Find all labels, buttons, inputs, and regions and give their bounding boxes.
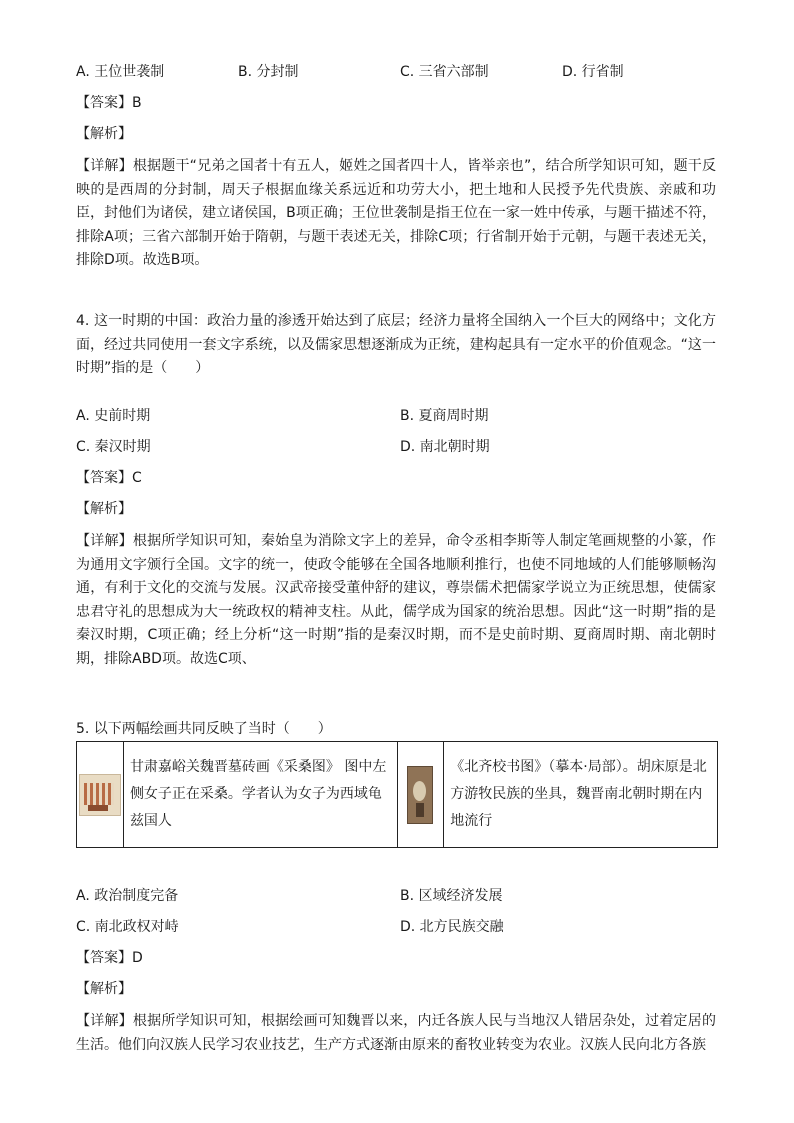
q3-detail: 【详解】根据题干“兄弟之国者十有五人，姬姓之国者四十人，皆举亲也”，结合所学知识可知，题干反映的是西周的分封制，周天子根据血缘关系远近和功劳大小，把土地和人民授予先代贵族、亲戚和功臣，封他们为诸侯，建立诸侯国，B项正确；王位世袭制是指王位在一家一姓中传承，与题干描述不符，排除A项；三省六部制开始于隋朝，与题干表述无关，排除C项；行省制开始于元朝，与题干表述无关，排除D项。故选B项。 bbox=[76, 158, 716, 268]
q5-option-a: A. 政治制度完备 bbox=[76, 888, 179, 904]
q5-analysis-label: 【解析】 bbox=[76, 981, 132, 997]
q5-option-c: C. 南北政权对峙 bbox=[76, 919, 179, 935]
q5-detail: 【详解】根据所学知识可知，根据绘画可知魏晋以来，内迁各族人民与当地汉人错居杂处，过着定居的生活。他们向汉族人民学习农业技艺，生产方式逐渐由原来的畜牧业转变为农业。汉族人民向北方各族 bbox=[76, 1013, 716, 1053]
q3-option-d: D. 行省制 bbox=[562, 64, 624, 80]
beiqi-jiaoshu-painting-image bbox=[407, 766, 433, 824]
q5-option-b: B. 区域经济发展 bbox=[400, 888, 503, 904]
q4-option-a: A. 史前时期 bbox=[76, 408, 151, 424]
q3-option-c: C. 三省六部制 bbox=[400, 64, 489, 80]
q5-left-caption: 甘肃嘉峪关魏晋墓砖画《采桑图》 图中左侧女子正在采桑。学者认为女子为西域龟兹国人 bbox=[123, 742, 397, 848]
q4-option-d: D. 南北朝时期 bbox=[400, 439, 490, 455]
q4-stem: 4. 这一时期的中国：政治力量的渗透开始达到了底层；经济力量将全国纳入一个巨大的网络中；文化方面，经过共同使用一套文字系统，以及儒家思想逐渐成为正统，建构起具有一定水平的价值观念。“这一时期”指的是（ ） bbox=[76, 313, 716, 376]
q3-option-b: B. 分封制 bbox=[238, 64, 299, 80]
q3-option-a: A. 王位世袭制 bbox=[76, 64, 165, 80]
q4-analysis-label: 【解析】 bbox=[76, 501, 132, 517]
q5-answer: 【答案】D bbox=[76, 950, 143, 966]
q4-detail: 【详解】根据所学知识可知，秦始皇为消除文字上的差异，命令丞相李斯等人制定笔画规整的小篆，作为通用文字颁行全国。文字的统一，使政令能够在全国各地顺利推行，也使不同地域的人们能够顺畅沟通，有利于文化的交流与发展。汉武帝接受董仲舒的建议，尊崇儒术把儒家学说立为正统思想，使儒家忠君守礼的思想成为大一统政权的精神支柱。从此，儒学成为国家的统治思想。因此“这一时期”指的是秦汉时期，C项正确；经上分析“这一时期”指的是秦汉时期，而不是史前时期、夏商周时期、南北朝时期，排除ABD项。故选C项、 bbox=[76, 533, 716, 667]
caisang-painting-image bbox=[79, 774, 121, 816]
q5-image-table bbox=[76, 741, 718, 848]
q5-right-caption: 《北齐校书图》（摹本·局部）。胡床原是北方游牧民族的坐具，魏晋南北朝时期在内地流行 bbox=[444, 742, 718, 848]
q5-stem: 5. 以下两幅绘画共同反映了当时（ ） bbox=[76, 721, 332, 737]
q4-option-b: B. 夏商周时期 bbox=[400, 408, 489, 424]
q3-analysis-label: 【解析】 bbox=[76, 126, 132, 142]
q4-option-c: C. 秦汉时期 bbox=[76, 439, 151, 455]
q5-image-left-cell bbox=[77, 742, 124, 848]
q3-answer: 【答案】B bbox=[76, 95, 142, 111]
q4-answer: 【答案】C bbox=[76, 470, 142, 486]
q5-image-right-cell bbox=[397, 742, 444, 848]
q5-option-d: D. 北方民族交融 bbox=[400, 919, 504, 935]
